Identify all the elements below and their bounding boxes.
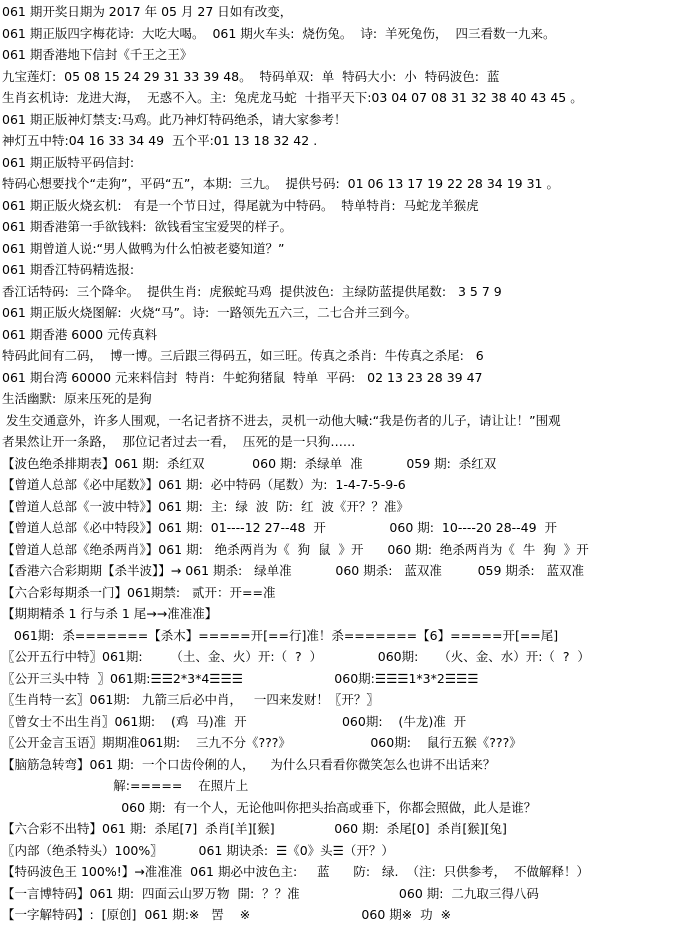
text-line: 061 期正版火烧图解: 火烧“马”。诗: 一路领先五六三，二七合并三到今。 (2, 305, 418, 320)
text-line: 〖公开五行中特〗061期: （土、金、火）开:（ ? ） 060期: （火、金、水）开:（ ? ） (2, 649, 590, 664)
text-line: 者果然让开一条路， 那位记者过去一看， 压死的是一只狗…… (2, 434, 356, 449)
text-line: 生活幽默: 原来压死的是狗 (2, 391, 152, 406)
text-line: 神灯五中特:04 16 33 34 49 五个平:01 13 18 32 42 . (2, 133, 318, 148)
text-line: 特码此间有二码， 博一博。三后跟三得码五，如三旺。传真之杀肖: 牛传真之杀尾: 6 (2, 348, 484, 363)
text-line: 061 期香港第一手欲钱料: 欲钱看宝宝爱哭的样子。 (2, 219, 292, 234)
text-line: 【曾道人总部《一波中特》】061 期: 主: 绿 波 防: 红 波《开？？准》 (2, 498, 409, 514)
text-line: 【曾道人总部《必中特段》】061 期: 01----12 27--48 开 060 期: 10----20 28--49 开 (2, 520, 558, 535)
lottery-text-document (2, 1, 686, 926)
text-line: 香江话特码: 三个降伞。 提供生肖: 虎猴蛇马鸡 提供波色: 主绿防蓝提供尾数: 3 5 7 9 (2, 283, 502, 299)
text-line: 【特码波色王 100%!】→准准准 061 期必中波色主: 蓝 防: 绿. （注: 只供参考， 不做解释！） (2, 864, 590, 879)
text-line: 【一言博特码】061 期: 四面云山罗万物 開: ？？准 060 期: 二九取三得八码 (2, 885, 539, 901)
text-line: 特码心想要找个“走狗”，平码“五”，本期: 三九。 提供号码: 01 06 13 17 19 22 28 34 19 31 。 (2, 176, 559, 191)
text-line: 061期: 杀=======【杀木】=====开[==行]准！杀=======【6】=====开[==尾] (2, 627, 559, 643)
text-line: 061 期正版神灯禁支:马鸡。此乃神灯特码绝杀，请大家参考！ (2, 111, 347, 127)
text-line: 【六合彩每期杀一门】061期禁: 贰开：开==准 (2, 584, 276, 600)
text-line: 【六合彩不出特】061 期: 杀尾[7] 杀肖[羊][猴] 060 期: 杀尾[0] 杀肖[猴][兔] (2, 821, 507, 836)
text-line: 061 期香港 6000 元传真料 (2, 326, 158, 342)
text-line: 061 期正版火烧玄机: 有是一个节日过，得尾就为中特码。 特单特肖: 马蛇龙羊猴虎 (2, 197, 479, 213)
text-line: 解:===== 在照片上 (2, 778, 249, 793)
text-line: 生肖玄机诗: 龙进大海， 无惑不入。主: 兔虎龙马蛇 十指平天下:03 04 07 08 31 32 38 40 43 45 。 (2, 90, 583, 105)
text-line: 〖曾女士不出生肖〗061期: (鸡 马)准 开 060期: (牛龙)准 开 (2, 713, 467, 729)
text-line: 【期期精杀 1 行与杀 1 尾→→准准准】 (2, 606, 218, 621)
text-line: 〖生肖特一玄〗061期: 九箭三后必中肖， 一四来发财！〖开？〗 (2, 692, 379, 707)
text-line: 061 期曾道人说:“男人做鸭为什么怕被老婆知道？” (2, 240, 285, 256)
text-line: 发生交通意外，许多人围观，一名记者挤不进去，灵机一动他大喊:“我是伤者的儿子，请让让！”围观 (2, 412, 561, 428)
text-line: 061 期正版特平码信封: (2, 154, 135, 170)
text-line: 【脑筋急转弯】061 期: 一个口齿伶俐的人， 为什么只看看你微笑怎么也讲不出话来？ (2, 756, 496, 772)
text-line: 【曾道人总部《必中尾数》】061 期: 必中特码（尾数）为: 1-4-7-5-9-6 (2, 477, 406, 492)
text-line: 〖公开三头中特 〗061期:☰☰2*3*4☰☰☰ 060期:☰☰☰1*3*2☰☰☰ (2, 670, 479, 686)
text-line: 061 期香港地下信封《千王之王》 (2, 47, 193, 62)
text-line: 【波色绝杀排期表】061 期: 杀红双 060 期: 杀绿单 准 059 期: 杀红双 (2, 455, 497, 471)
text-line: 061 期正版四字梅花诗: 大吃大喝。 061 期火车头: 烧伤兔。 诗: 羊死兔伤， 四三看数一九来。 (2, 25, 556, 41)
text-line: 061 期开奖日期为 2017 年 05 月 27 日如有改变， (2, 4, 293, 19)
text-line: 九宝莲灯: 05 08 15 24 29 31 33 39 48。 特码单双: 单 特码大小: 小 特码波色: 蓝 (2, 68, 500, 84)
text-line: 061 期台湾 60000 元来料信封 特肖: 牛蛇狗猪鼠 特单 平码: 02 13 23 28 39 47 (2, 369, 483, 385)
text-line: 【一字解特码】: [原创] 061 期:※ 罟 ※ 060 期※ 功 ※ (2, 907, 452, 922)
text-line: 060 期: 有一个人，无论他叫你把头抬高或垂下，你都会照做，此人是谁？ (2, 799, 537, 815)
text-line: 〖公开金言玉语〗期期准061期: 三九不分《???》 060期: 鼠行五猴《???》 (2, 735, 522, 750)
text-line: 〖内部（绝杀特头）100%〗 061 期诀杀: ☰《0》头☰（开？） (2, 842, 394, 858)
text-line: 061 期香江特码精选报: (2, 262, 135, 277)
text-line: 【香港六合彩期期【杀半波】】→ 061 期杀: 绿单准 060 期杀: 蓝双准 059 期杀: 蓝双准 (2, 563, 585, 578)
text-line: 【曾道人总部《绝杀两肖》】061 期: 绝杀两肖为《 狗 鼠 》开 060 期: 绝杀两肖为《 牛 狗 》开 (2, 541, 589, 557)
